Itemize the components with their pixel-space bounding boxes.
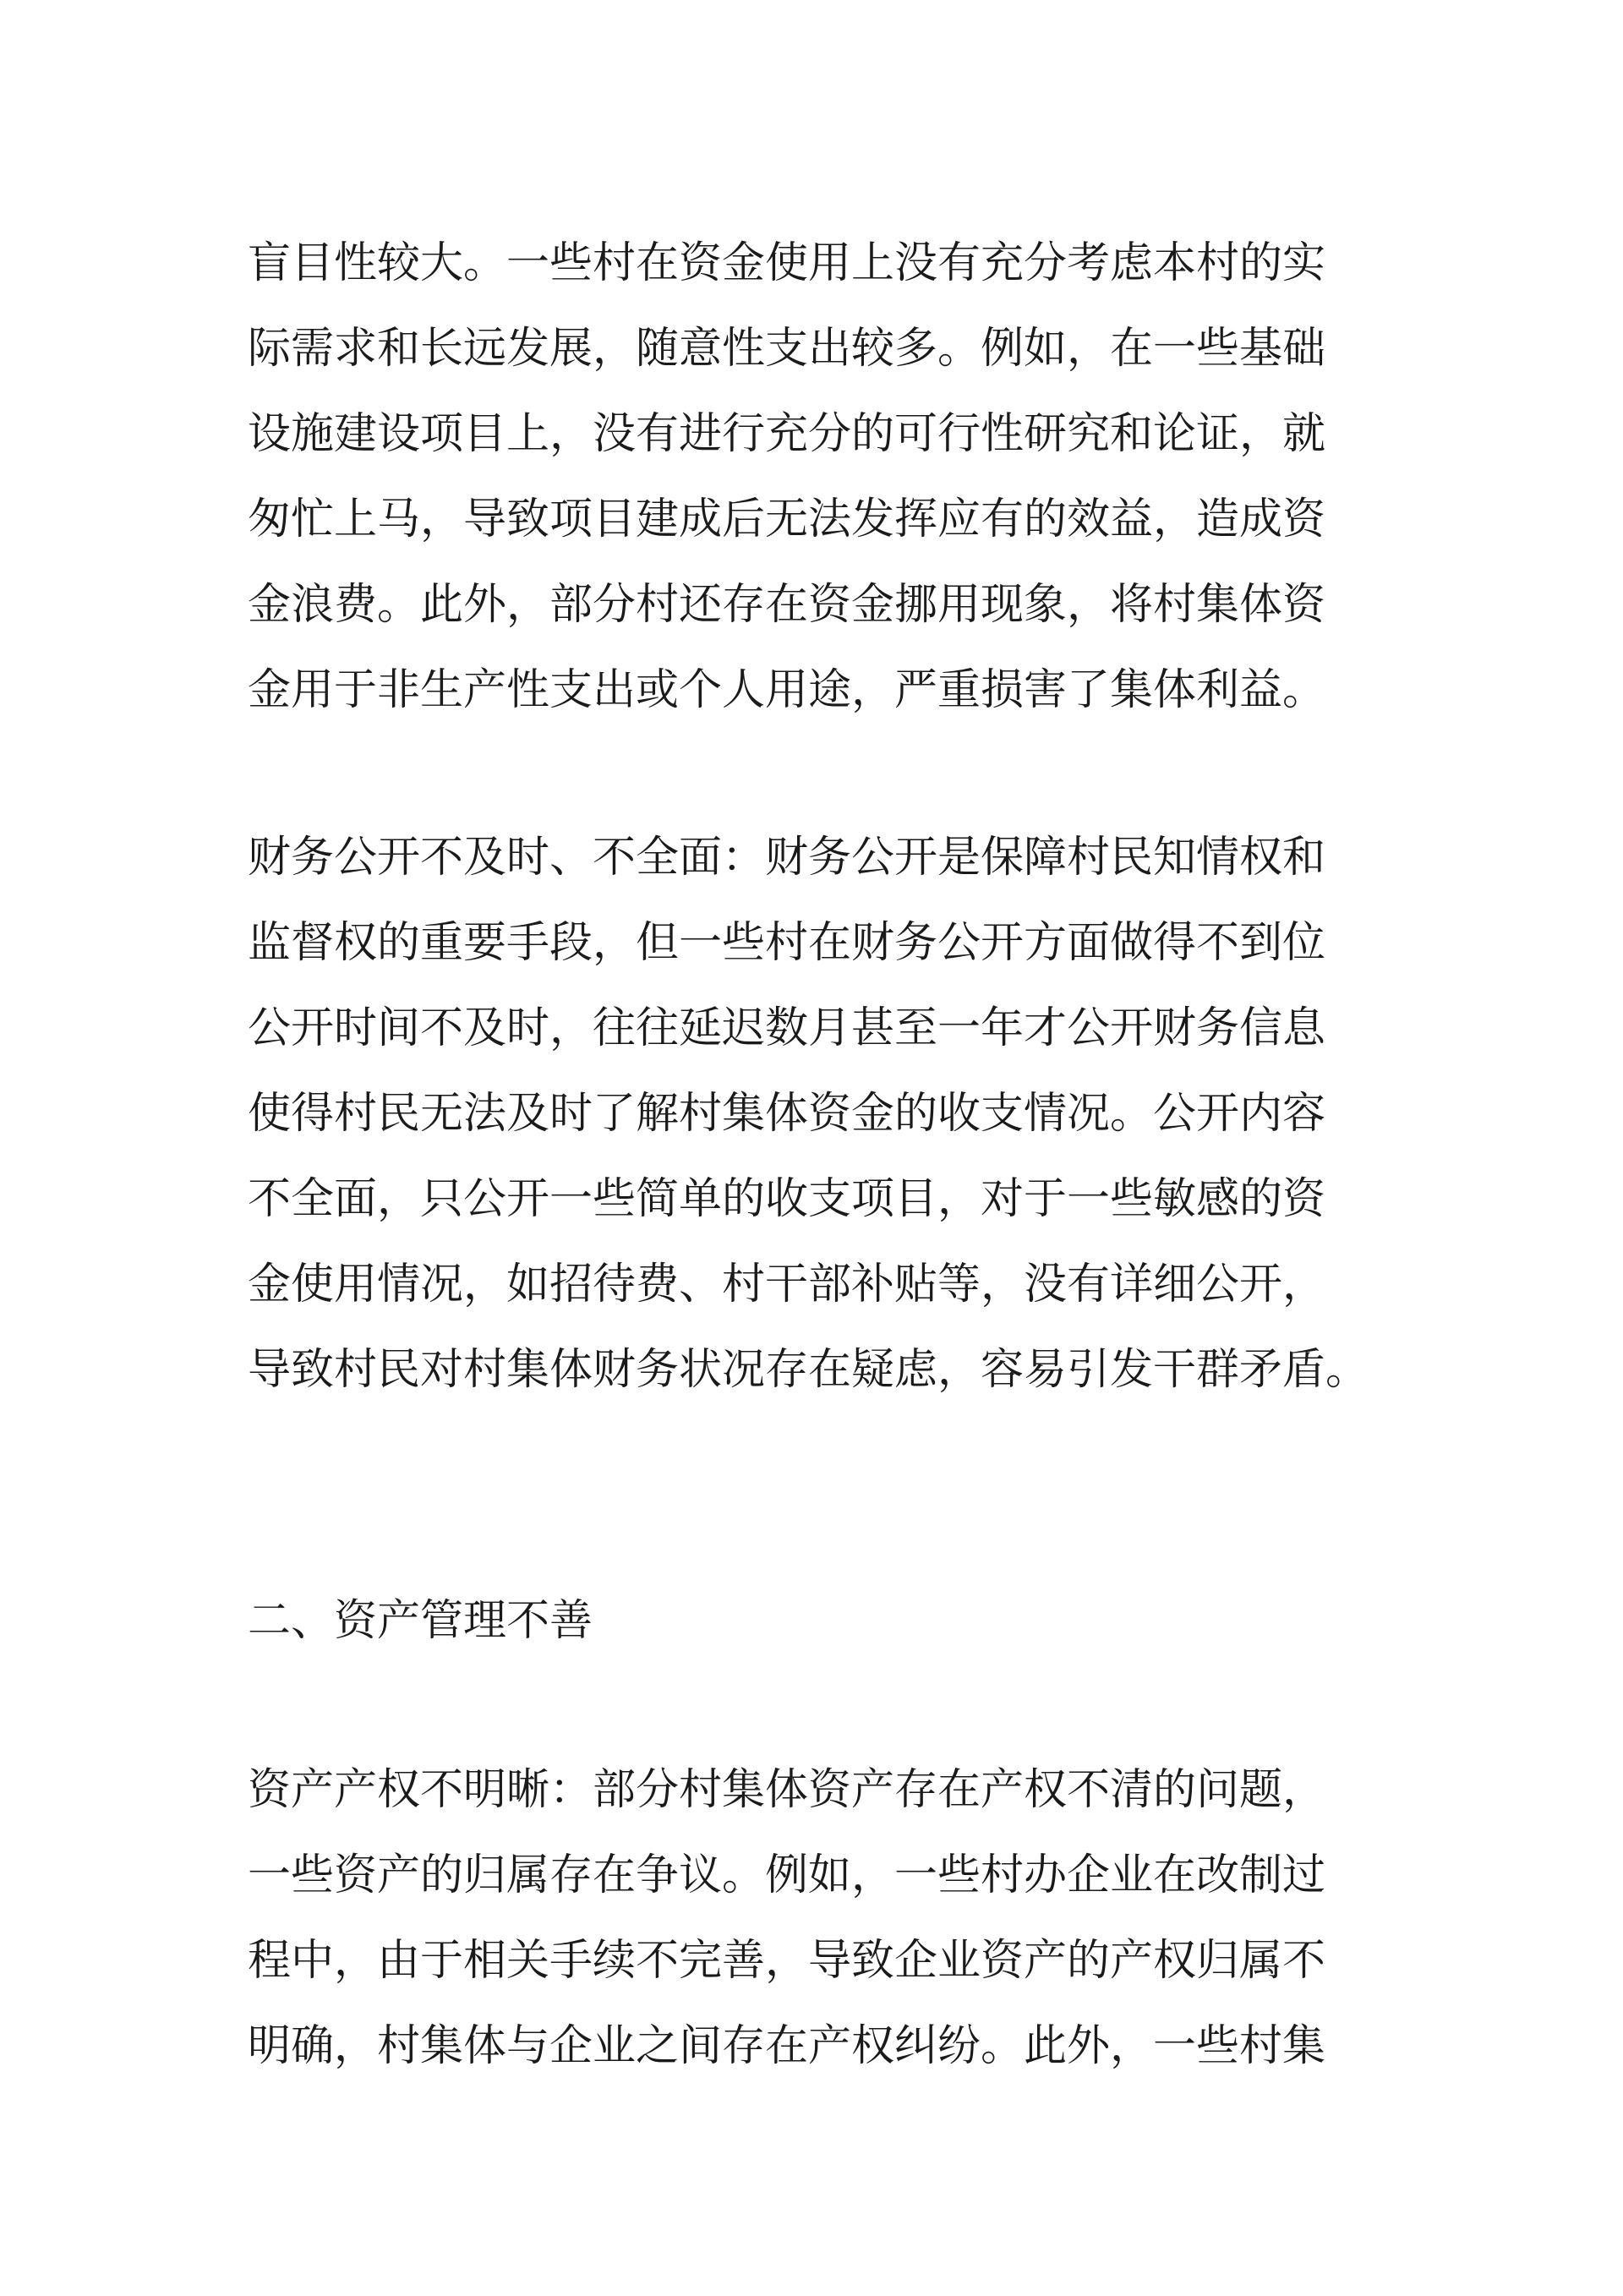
paragraph-3-line-2: 一些资产的归属存在争议。例如，一些村办企业在改制过	[248, 1850, 1326, 1900]
paragraph-3-line-3: 程中，由于相关手续不完善，导致企业资产的产权归属不	[248, 1936, 1326, 1986]
paragraph-2-line-3: 公开时间不及时，往往延迟数月甚至一年才公开财务信息	[248, 1003, 1326, 1053]
paragraph-1-line-1: 盲目性较大。一些村在资金使用上没有充分考虑本村的实	[248, 238, 1326, 288]
paragraph-2-line-4: 使得村民无法及时了解村集体资金的收支情况。公开内容	[248, 1089, 1326, 1139]
paragraph-1-line-5: 金浪费。此外，部分村还存在资金挪用现象，将村集体资	[248, 580, 1326, 630]
paragraph-3-line-1: 资产产权不明晰：部分村集体资产存在产权不清的问题，	[248, 1765, 1326, 1815]
paragraph-1-line-4: 匆忙上马，导致项目建成后无法发挥应有的效益，造成资	[248, 495, 1326, 544]
section-heading: 二、资产管理不善	[248, 1596, 593, 1646]
paragraph-2-line-6: 金使用情况，如招待费、村干部补贴等，没有详细公开，	[248, 1260, 1326, 1309]
paragraph-2-line-1: 财务公开不及时、不全面：财务公开是保障村民知情权和	[248, 833, 1326, 883]
paragraph-1-line-3: 设施建设项目上，没有进行充分的可行性研究和论证，就	[248, 409, 1326, 459]
paragraph-3-line-4: 明确，村集体与企业之间存在产权纠纷。此外，一些村集	[248, 2021, 1326, 2071]
paragraph-2-line-7: 导致村民对村集体财务状况存在疑虑，容易引发干群矛盾。	[248, 1345, 1369, 1395]
paragraph-2-line-2: 监督权的重要手段，但一些村在财务公开方面做得不到位	[248, 918, 1326, 968]
paragraph-1-line-6: 金用于非生产性支出或个人用途，严重损害了集体利益。	[248, 665, 1326, 715]
paragraph-1-line-2: 际需求和长远发展，随意性支出较多。例如，在一些基础	[248, 324, 1326, 374]
paragraph-2-line-5: 不全面，只公开一些简单的收支项目，对于一些敏感的资	[248, 1174, 1326, 1224]
